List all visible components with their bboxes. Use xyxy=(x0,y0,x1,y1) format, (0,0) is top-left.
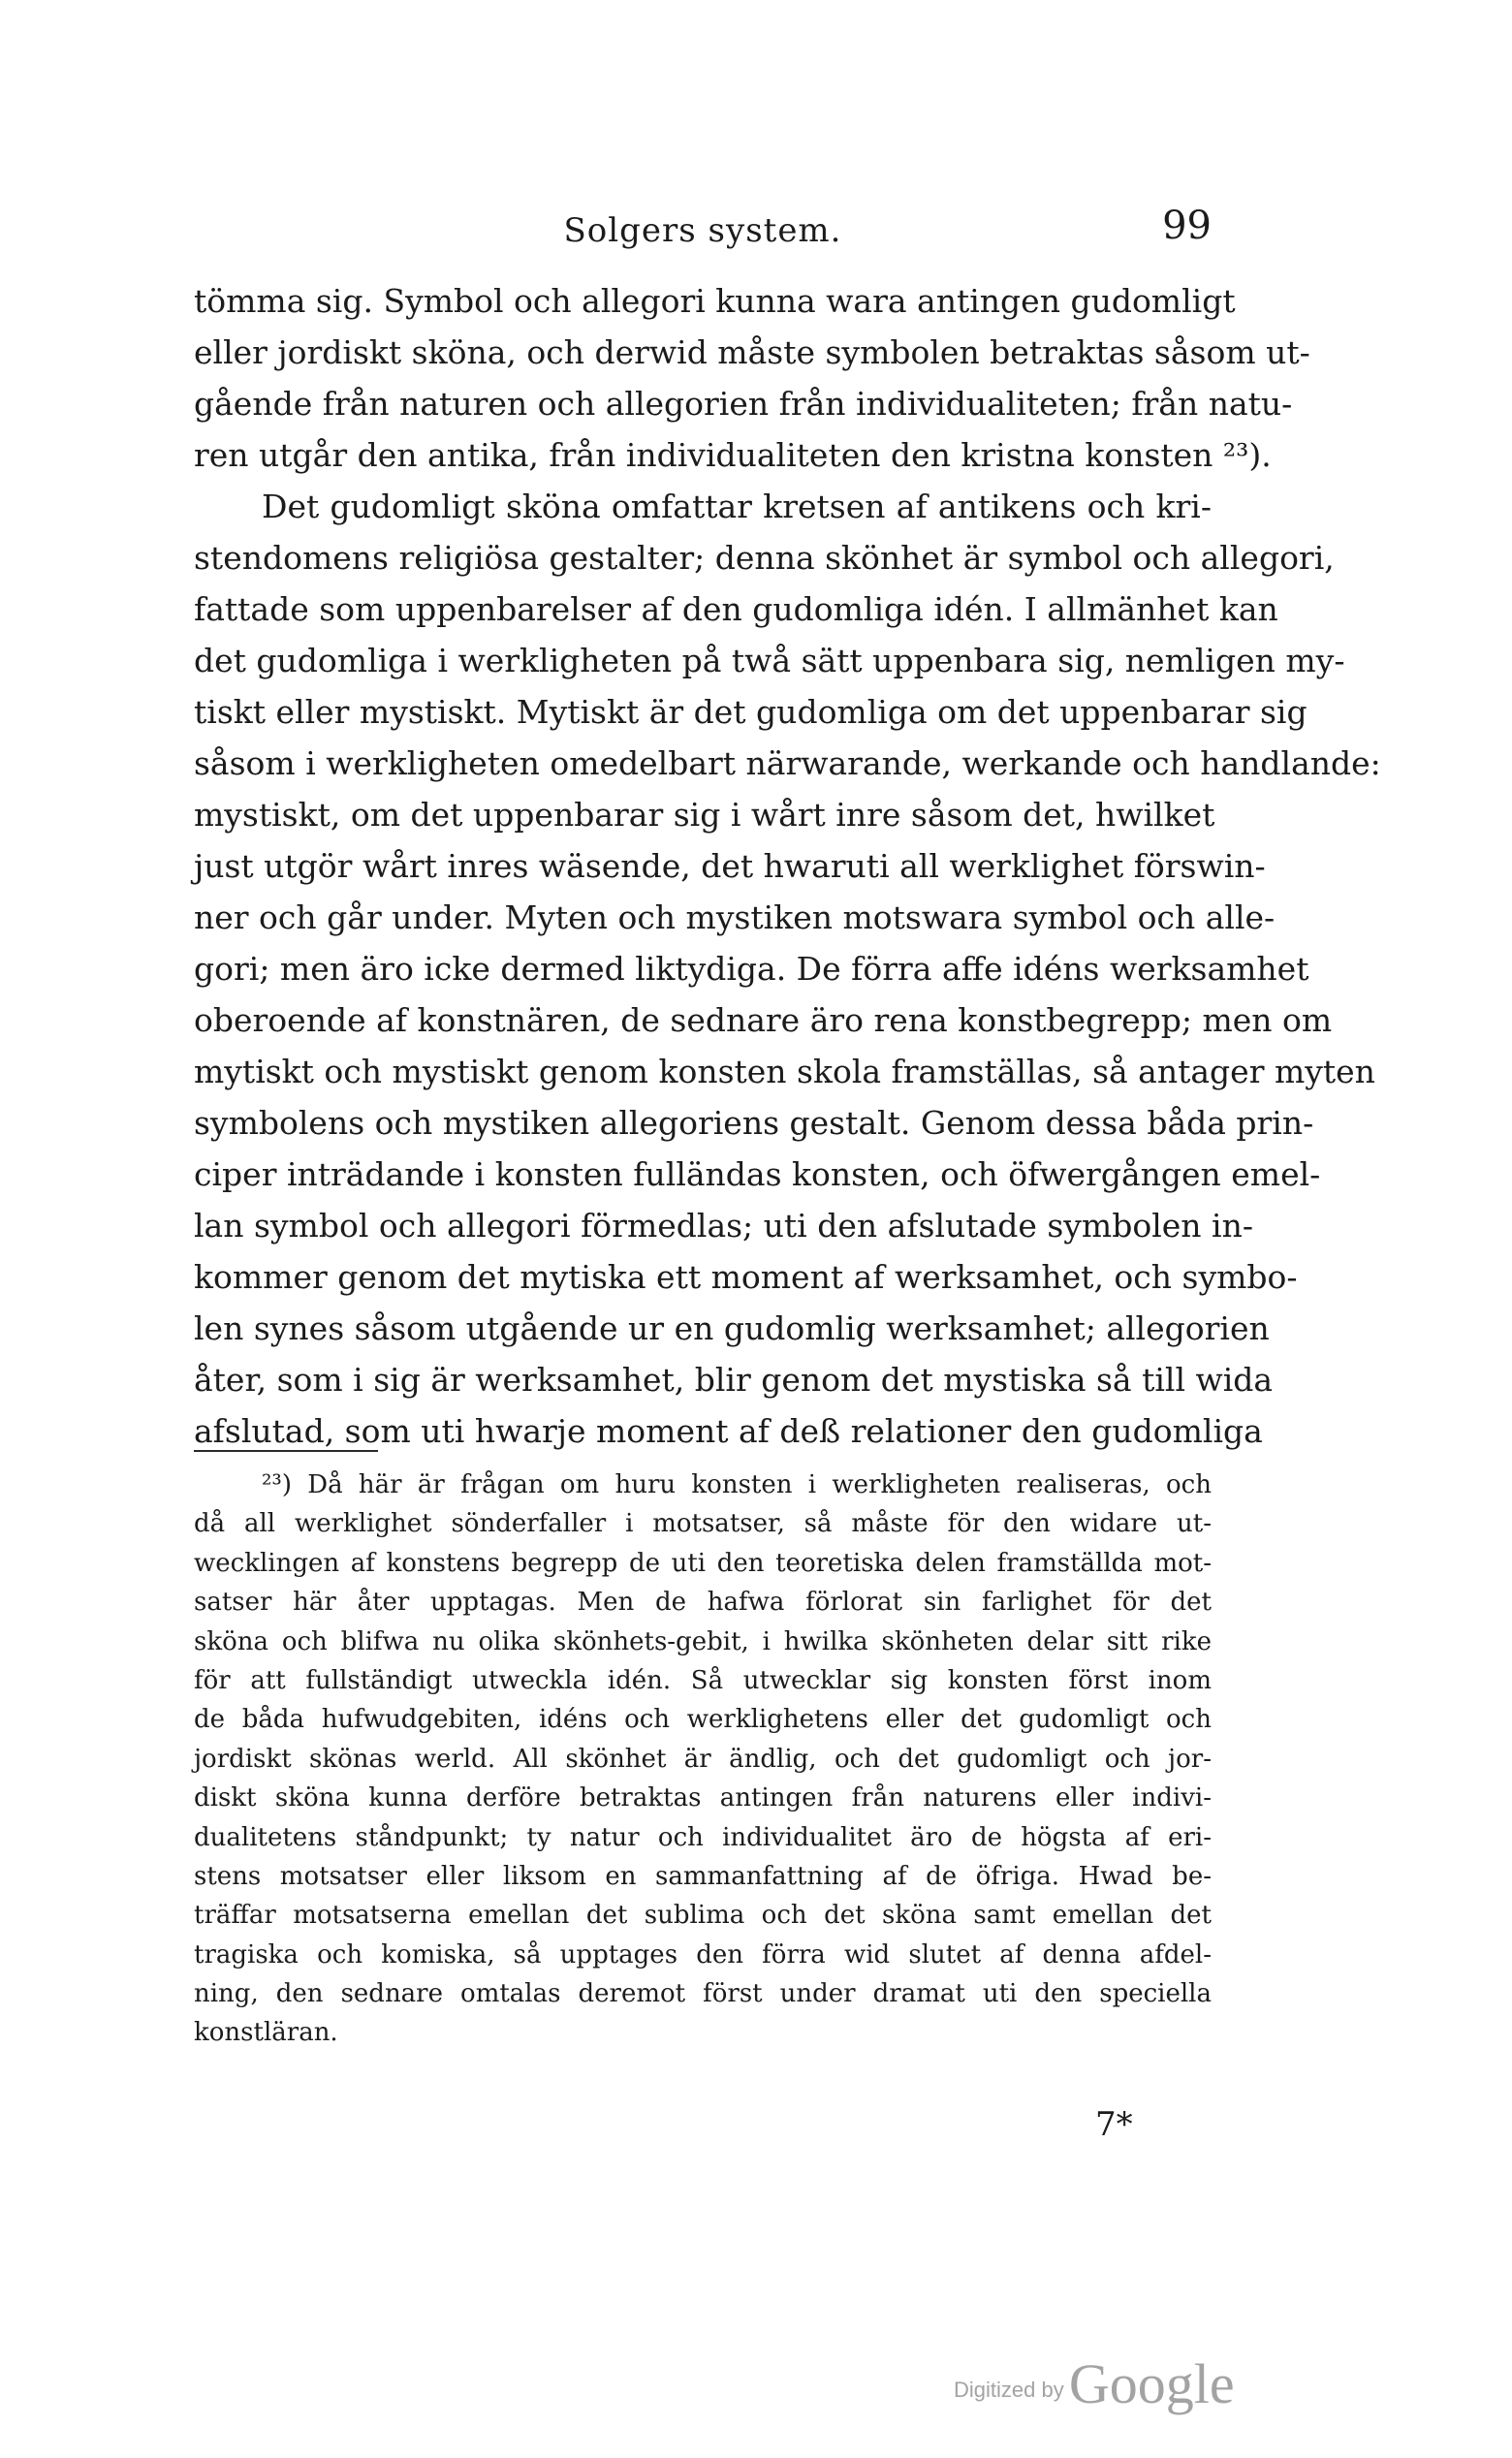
body-line: oberoende af konstnären, de sednare äro rena konstbegrepp; men om xyxy=(194,1001,1333,1039)
body-line: ner och går under. Myten och mystiken motswara symbol och alle- xyxy=(194,898,1276,936)
page-number: 99 xyxy=(1162,204,1212,248)
footnote-line: tragiska och komiska, så upptages den förra wid slutet af denna afdel- xyxy=(194,1939,1212,1970)
body-line: mytiskt och mystiskt genom konsten skola framställas, så antager myten xyxy=(194,1053,1375,1090)
footnote-line: de båda hufwudgebiten, idéns och werklighetens eller det gudomligt och xyxy=(194,1705,1212,1735)
body-line: gående från naturen och allegorien från individualiteten; från natu- xyxy=(194,385,1293,423)
body-line: eller jordiskt sköna, och derwid måste symbolen betraktas såsom ut- xyxy=(194,333,1310,371)
signature-mark: 7* xyxy=(1095,2105,1133,2144)
body-line: len synes såsom utgående ur en gudomlig werksamhet; allegorien xyxy=(194,1309,1270,1347)
body-line: såsom i werkligheten omedelbart närwarande, werkande och handlande: xyxy=(194,744,1381,782)
footnote-line: diskt sköna kunna derföre betraktas antingen från naturens eller indivi- xyxy=(194,1783,1212,1813)
footnote-line: konstläran. xyxy=(194,2018,338,2048)
footnote-line: för att fullständigt utweckla idén. Så utwecklar sig konsten först inom xyxy=(194,1665,1212,1695)
footnote-line: stens motsatser eller liksom en sammanfattning af de öfriga. Hwad be- xyxy=(194,1861,1212,1891)
body-line: ciper inträdande i konsten fulländas konsten, och öfwergången emel- xyxy=(194,1155,1321,1193)
body-text xyxy=(194,275,1381,1457)
footnote-rule xyxy=(194,1450,378,1452)
body-line: åter, som i sig är werksamhet, blir genom det mystiska så till wida xyxy=(194,1361,1274,1399)
body-line: kommer genom det mytiska ett moment af werksamhet, och symbo- xyxy=(194,1258,1298,1296)
footnote-block xyxy=(194,1465,1212,2053)
body-line: fattade som uppenbarelser af den gudomliga idén. I allmänhet kan xyxy=(194,590,1278,628)
google-logo: Google xyxy=(1068,2352,1235,2415)
running-head xyxy=(194,200,1212,258)
body-line: gori; men äro icke dermed liktydiga. De förra affe idéns werksamhet xyxy=(194,950,1309,988)
digitized-watermark xyxy=(954,2351,1235,2416)
footnote-line: sköna och blifwa nu olika skönhets-gebit, i hwilka skönheten delar sitt rike xyxy=(194,1626,1212,1656)
footnote-line: ning, den sednare omtalas deremot först under dramat uti den speciella xyxy=(194,1979,1212,2009)
footnote-line: wecklingen af konstens begrepp de uti den teoretiska delen framställda mot- xyxy=(194,1548,1212,1578)
body-line: tiskt eller mystiskt. Mytiskt är det gudomliga om det uppenbarar sig xyxy=(194,693,1307,731)
footnote-line: jordiskt skönas werld. All skönhet är ändlig, och det gudomligt och jor- xyxy=(194,1744,1212,1774)
body-line: mystiskt, om det uppenbarar sig i wårt inre såsom det, hwilket xyxy=(194,796,1215,834)
body-line: ren utgår den antika, från individualiteten den kristna konsten ²³). xyxy=(194,436,1272,474)
body-line: just utgör wårt inres wäsende, det hwaruti all werklighet förswin- xyxy=(194,847,1266,885)
body-line: det gudomliga i werkligheten på twå sätt uppenbara sig, nemligen my- xyxy=(194,642,1345,679)
body-line: tömma sig. Symbol och allegori kunna wara antingen gudomligt xyxy=(194,282,1236,320)
watermark-prefix: Digitized by xyxy=(954,2378,1064,2402)
footnote-line: dualitetens ståndpunkt; ty natur och individualitet äro de högsta af eri- xyxy=(194,1822,1212,1852)
body-line: lan symbol och allegori förmedlas; uti den afslutade symbolen in- xyxy=(194,1207,1253,1245)
body-line: Det gudomligt sköna omfattar kretsen af antikens och kri- xyxy=(262,488,1212,525)
body-line: afslutad, som uti hwarje moment af deß relationer den gudomliga xyxy=(194,1412,1263,1450)
running-title: Solgers system. xyxy=(563,211,842,250)
footnote-line: ²³) Då här är frågan om huru konsten i werkligheten realiseras, och xyxy=(262,1470,1212,1499)
body-line: symbolens och mystiken allegoriens gestalt. Genom dessa båda prin- xyxy=(194,1104,1314,1142)
body-line: stendomens religiösa gestalter; denna skönhet är symbol och allegori, xyxy=(194,539,1335,577)
footnote-line: träffar motsatserna emellan det sublima och det sköna samt emellan det xyxy=(194,1901,1212,1931)
footnote-line: satser här åter upptagas. Men de hafwa förlorat sin farlighet för det xyxy=(194,1588,1212,1618)
footnote-line: då all werklighet sönderfaller i motsatser, så måste för den widare ut- xyxy=(194,1509,1212,1539)
